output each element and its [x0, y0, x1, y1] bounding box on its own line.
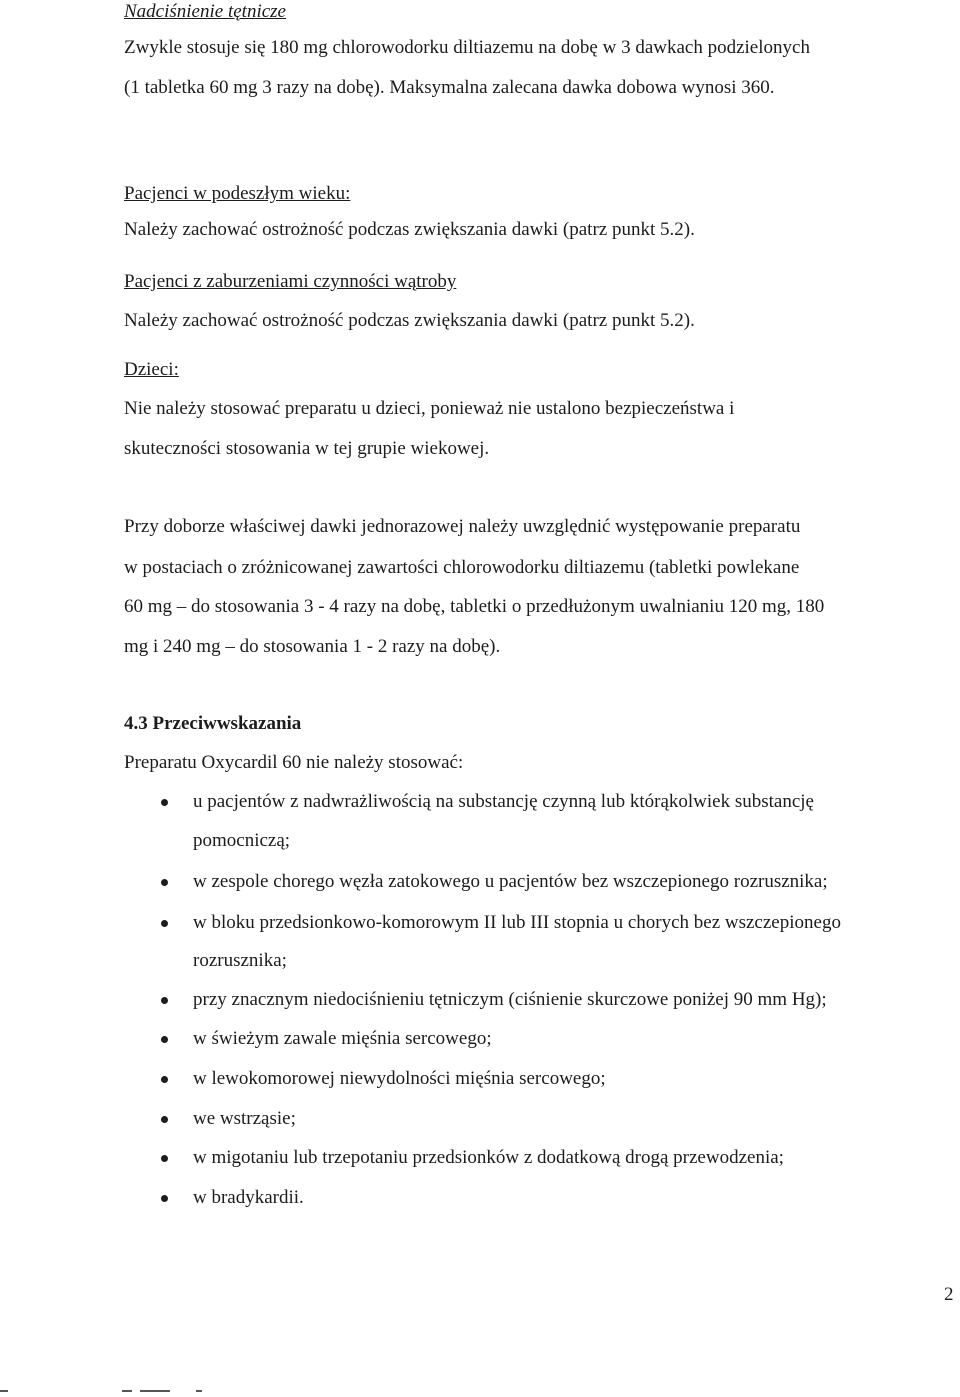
scan-artifact — [0, 1390, 8, 1392]
paragraph-line: Zwykle stosuje się 180 mg chlorowodorku diltiazemu na dobę w 3 dawkach podzielonych — [124, 37, 810, 58]
list-item-text: przy znacznym niedociśnieniu tętniczym (ciśnienie skurczowe poniżej 90 mm Hg); — [193, 989, 827, 1010]
list-item-text: w migotaniu lub trzepotaniu przedsionków z dodatkową drogą przewodzenia; — [193, 1147, 784, 1168]
list-item-text: rozrusznika; — [193, 950, 287, 971]
section-heading-hypertension: Nadciśnienie tętnicze — [124, 1, 286, 22]
list-item-text: w bloku przedsionkowo-komorowym II lub III stopnia u chorych bez wszczepionego — [193, 912, 841, 933]
list-item-text: w zespole chorego węzła zatokowego u pacjentów bez wszczepionego rozrusznika; — [193, 871, 828, 892]
scan-artifact — [196, 1390, 202, 1392]
list-item-text: w bradykardii. — [193, 1187, 304, 1208]
section-heading-children: Dzieci: — [124, 359, 179, 380]
bullet-icon — [161, 997, 168, 1004]
section-number: 4.3 — [124, 713, 148, 734]
paragraph-line: (1 tabletka 60 mg 3 razy na dobę). Maksymalna zalecana dawka dobowa wynosi 360. — [124, 77, 775, 98]
section-heading-liver: Pacjenci z zaburzeniami czynności wątroby — [124, 271, 457, 292]
bullet-icon — [161, 799, 168, 806]
paragraph-line: Należy zachować ostrożność podczas zwiększania dawki (patrz punkt 5.2). — [124, 310, 695, 331]
paragraph-line: Nie należy stosować preparatu u dzieci, ponieważ nie ustalono bezpieczeństwa i — [124, 398, 735, 419]
list-item-text: we wstrząsie; — [193, 1108, 296, 1129]
paragraph-line: 60 mg – do stosowania 3 - 4 razy na dobę, tabletki o przedłużonym uwalnianiu 120 mg, 180 — [124, 596, 825, 617]
list-item-text: pomocniczą; — [193, 830, 291, 851]
page-number: 2 — [944, 1284, 954, 1305]
list-item-text: u pacjentów z nadwrażliwością na substancję czynną lub którąkolwiek substancję — [193, 791, 814, 812]
bullet-icon — [161, 1036, 168, 1043]
section-heading-contraindications — [124, 712, 301, 736]
section-heading-elderly: Pacjenci w podeszłym wieku: — [124, 183, 351, 204]
paragraph-line: skuteczności stosowania w tej grupie wiekowej. — [124, 438, 490, 459]
bullet-icon — [161, 1155, 168, 1162]
paragraph-line: Preparatu Oxycardil 60 nie należy stosować: — [124, 752, 464, 773]
paragraph-line: w postaciach o zróżnicowanej zawartości chlorowodorku diltiazemu (tabletki powlekane — [124, 557, 800, 578]
bullet-icon — [161, 1195, 168, 1202]
paragraph-line: Przy doborze właściwej dawki jednorazowej należy uwzględnić występowanie preparatu — [124, 516, 801, 537]
paragraph-line: mg i 240 mg – do stosowania 1 - 2 razy na dobę). — [124, 636, 501, 657]
bullet-icon — [161, 920, 168, 927]
paragraph-line: Należy zachować ostrożność podczas zwiększania dawki (patrz punkt 5.2). — [124, 219, 695, 240]
scan-artifact — [140, 1390, 170, 1392]
bullet-icon — [161, 1116, 168, 1123]
list-item-text: w świeżym zawale mięśnia sercowego; — [193, 1028, 492, 1049]
scan-artifact — [122, 1390, 132, 1392]
bullet-icon — [161, 879, 168, 886]
list-item-text: w lewokomorowej niewydolności mięśnia sercowego; — [193, 1068, 606, 1089]
section-title: Przeciwwskazania — [152, 713, 302, 734]
bullet-icon — [161, 1076, 168, 1083]
